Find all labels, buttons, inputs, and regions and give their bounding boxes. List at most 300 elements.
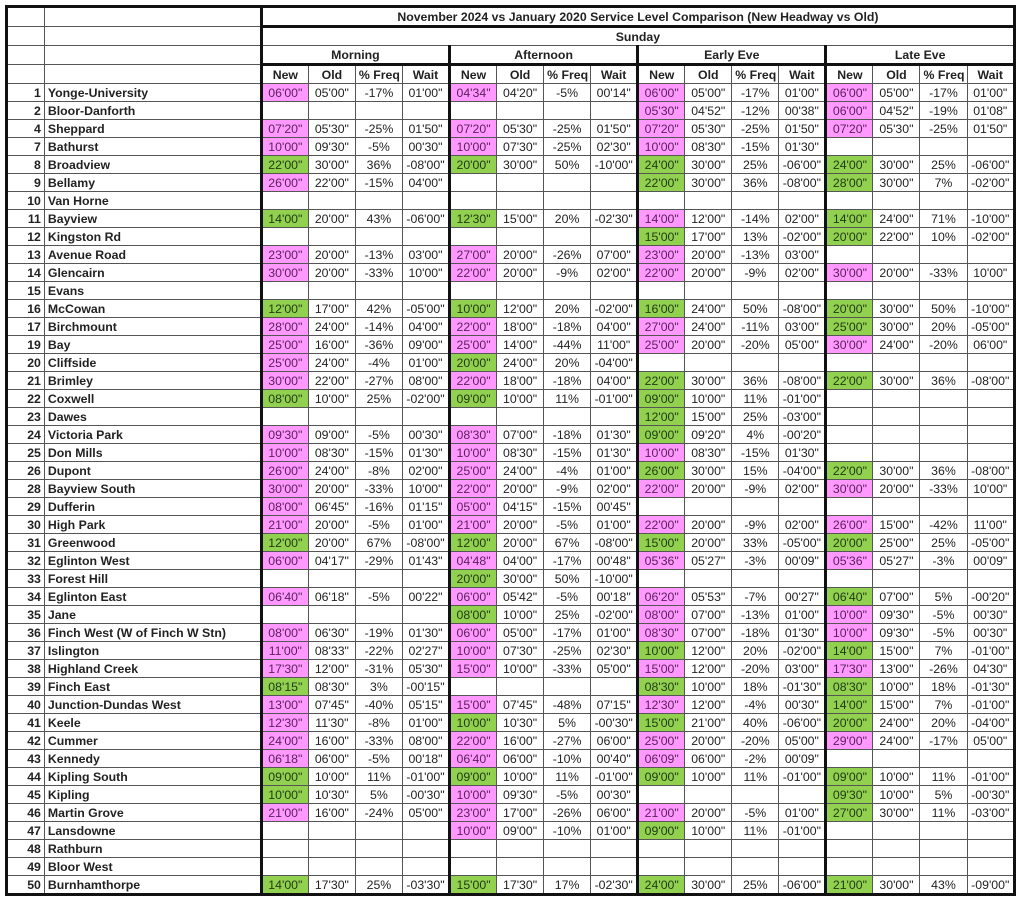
route-name: Cliffside xyxy=(44,354,261,372)
wait-change xyxy=(402,822,449,840)
new-headway: 09'00" xyxy=(450,768,497,786)
new-headway: 06'18" xyxy=(261,750,308,768)
wait-change: 03'00" xyxy=(779,660,826,678)
freq-change: 36% xyxy=(920,462,967,480)
new-headway: 20'00" xyxy=(826,300,873,318)
freq-change: -9% xyxy=(544,480,591,498)
new-headway: 10'00" xyxy=(261,138,308,156)
new-headway: 20'00" xyxy=(450,354,497,372)
old-headway: 10'00" xyxy=(685,822,732,840)
wait-change: 01'30" xyxy=(779,138,826,156)
freq-change xyxy=(920,426,967,444)
old-headway: 30'00" xyxy=(685,174,732,192)
wait-change: 00'38" xyxy=(779,102,826,120)
table-row xyxy=(7,120,1015,138)
freq-change: 25% xyxy=(732,876,779,895)
old-headway xyxy=(497,102,544,120)
new-headway: 10'00" xyxy=(450,138,497,156)
freq-change: 11% xyxy=(732,768,779,786)
route-name: Islington xyxy=(44,642,261,660)
freq-change: 25% xyxy=(355,876,402,895)
freq-change: -15% xyxy=(355,444,402,462)
wait-change: -00'30" xyxy=(591,714,638,732)
old-headway xyxy=(873,750,920,768)
old-headway: 20'00" xyxy=(308,264,355,282)
wait-change: 05'30" xyxy=(402,660,449,678)
freq-change: -15% xyxy=(544,498,591,516)
old-headway: 04'52" xyxy=(685,102,732,120)
column-header: Old xyxy=(308,65,355,84)
table-row xyxy=(7,858,1015,876)
old-headway: 05'30" xyxy=(497,120,544,138)
new-headway xyxy=(638,354,685,372)
route-number: 20 xyxy=(7,354,45,372)
old-headway: 20'00" xyxy=(685,804,732,822)
old-headway: 20'00" xyxy=(685,264,732,282)
wait-change xyxy=(402,102,449,120)
new-headway: 08'00" xyxy=(261,390,308,408)
route-name: Greenwood xyxy=(44,534,261,552)
wait-change xyxy=(967,750,1014,768)
wait-change: 08'00" xyxy=(402,372,449,390)
column-header: Old xyxy=(497,65,544,84)
route-number: 16 xyxy=(7,300,45,318)
freq-change: -36% xyxy=(355,336,402,354)
new-headway: 21'00" xyxy=(450,516,497,534)
route-number: 31 xyxy=(7,534,45,552)
old-headway: 12'00" xyxy=(308,660,355,678)
old-headway: 20'00" xyxy=(685,732,732,750)
freq-change: 20% xyxy=(732,642,779,660)
table-row xyxy=(7,228,1015,246)
wait-change: -02'00" xyxy=(591,300,638,318)
old-headway: 16'00" xyxy=(308,732,355,750)
freq-change: -9% xyxy=(732,480,779,498)
wait-change: 01'00" xyxy=(779,606,826,624)
wait-change: 01'00" xyxy=(402,84,449,102)
old-headway xyxy=(873,822,920,840)
freq-change: -11% xyxy=(732,318,779,336)
new-headway xyxy=(826,570,873,588)
wait-change: 03'00" xyxy=(402,246,449,264)
old-headway: 24'00" xyxy=(308,318,355,336)
new-headway: 10'00" xyxy=(450,444,497,462)
wait-change: -08'00" xyxy=(967,462,1014,480)
corner-cell xyxy=(44,46,261,65)
wait-change xyxy=(779,858,826,876)
new-headway: 10'00" xyxy=(450,300,497,318)
new-headway: 09'30" xyxy=(826,786,873,804)
freq-change: 50% xyxy=(920,300,967,318)
wait-change: -04'00" xyxy=(779,462,826,480)
wait-change: -01'00" xyxy=(779,768,826,786)
route-number: 38 xyxy=(7,660,45,678)
column-header: % Freq xyxy=(732,65,779,84)
wait-change: -09'00" xyxy=(967,876,1014,895)
freq-change: -20% xyxy=(920,336,967,354)
new-headway: 09'00" xyxy=(638,768,685,786)
wait-change: 03'00" xyxy=(779,318,826,336)
new-headway: 09'00" xyxy=(450,390,497,408)
new-headway xyxy=(261,228,308,246)
freq-change: 20% xyxy=(920,714,967,732)
route-number: 48 xyxy=(7,840,45,858)
wait-change xyxy=(402,570,449,588)
freq-change: -8% xyxy=(355,714,402,732)
route-number: 21 xyxy=(7,372,45,390)
new-headway: 10'00" xyxy=(261,786,308,804)
wait-change xyxy=(402,228,449,246)
old-headway xyxy=(873,426,920,444)
new-headway: 10'00" xyxy=(638,642,685,660)
route-number: 15 xyxy=(7,282,45,300)
new-headway: 28'00" xyxy=(826,174,873,192)
route-name: Eglinton West xyxy=(44,552,261,570)
old-headway xyxy=(873,498,920,516)
freq-change xyxy=(732,570,779,588)
old-headway: 10'00" xyxy=(685,768,732,786)
wait-change: -01'00" xyxy=(779,822,826,840)
freq-change xyxy=(920,282,967,300)
route-name: Kingston Rd xyxy=(44,228,261,246)
wait-change: 01'00" xyxy=(591,516,638,534)
wait-change: 10'00" xyxy=(967,264,1014,282)
wait-change xyxy=(591,192,638,210)
old-headway: 07'00" xyxy=(685,624,732,642)
table-row xyxy=(7,390,1015,408)
wait-change: -00'30" xyxy=(967,786,1014,804)
route-number: 37 xyxy=(7,642,45,660)
table-row xyxy=(7,408,1015,426)
route-number: 32 xyxy=(7,552,45,570)
old-headway: 30'00" xyxy=(873,876,920,895)
route-number: 42 xyxy=(7,732,45,750)
new-headway xyxy=(826,192,873,210)
new-headway: 10'00" xyxy=(450,822,497,840)
wait-change: 01'50" xyxy=(402,120,449,138)
freq-change: 50% xyxy=(732,300,779,318)
route-name: Martin Grove xyxy=(44,804,261,822)
new-headway: 20'00" xyxy=(826,714,873,732)
old-headway: 24'00" xyxy=(873,210,920,228)
freq-change: -9% xyxy=(732,516,779,534)
route-name: Bay xyxy=(44,336,261,354)
wait-change: 01'00" xyxy=(779,84,826,102)
wait-change: 05'15" xyxy=(402,696,449,714)
freq-change: -9% xyxy=(732,264,779,282)
route-number: 34 xyxy=(7,588,45,606)
old-headway: 24'00" xyxy=(873,714,920,732)
route-number: 30 xyxy=(7,516,45,534)
corner-cell xyxy=(44,7,261,27)
new-headway: 22'00" xyxy=(261,156,308,174)
wait-change: -06'00" xyxy=(779,876,826,895)
old-headway: 30'00" xyxy=(873,372,920,390)
freq-change: 25% xyxy=(732,156,779,174)
table-row xyxy=(7,642,1015,660)
freq-change: -2% xyxy=(732,750,779,768)
new-headway: 22'00" xyxy=(826,372,873,390)
route-number: 39 xyxy=(7,678,45,696)
new-headway xyxy=(450,408,497,426)
new-headway: 12'00" xyxy=(261,534,308,552)
new-headway: 07'20" xyxy=(826,120,873,138)
new-headway xyxy=(638,858,685,876)
freq-change xyxy=(920,822,967,840)
new-headway: 08'30" xyxy=(450,426,497,444)
route-name: Van Horne xyxy=(44,192,261,210)
route-number: 24 xyxy=(7,426,45,444)
freq-change: 20% xyxy=(544,300,591,318)
wait-change: 05'00" xyxy=(591,660,638,678)
freq-change: -18% xyxy=(544,426,591,444)
column-header: % Freq xyxy=(920,65,967,84)
new-headway: 06'09" xyxy=(638,750,685,768)
table-row xyxy=(7,174,1015,192)
new-headway: 09'00" xyxy=(261,768,308,786)
wait-change xyxy=(967,822,1014,840)
new-headway: 20'00" xyxy=(826,228,873,246)
new-headway: 10'00" xyxy=(450,786,497,804)
freq-change xyxy=(355,102,402,120)
old-headway xyxy=(308,822,355,840)
freq-change: -24% xyxy=(355,804,402,822)
new-headway: 24'00" xyxy=(638,156,685,174)
new-headway: 15'00" xyxy=(450,660,497,678)
new-headway: 24'00" xyxy=(261,732,308,750)
freq-change: -13% xyxy=(355,246,402,264)
new-headway xyxy=(261,282,308,300)
column-header: Wait xyxy=(967,65,1014,84)
wait-change: 00'45" xyxy=(591,498,638,516)
old-headway: 08'33" xyxy=(308,642,355,660)
old-headway: 16'00" xyxy=(308,336,355,354)
freq-change: 4% xyxy=(732,426,779,444)
new-headway xyxy=(450,678,497,696)
freq-change: 71% xyxy=(920,210,967,228)
freq-change: -4% xyxy=(355,354,402,372)
corner-cell xyxy=(7,65,45,84)
old-headway xyxy=(685,354,732,372)
freq-change: -20% xyxy=(732,336,779,354)
table-row xyxy=(7,282,1015,300)
wait-change: -00'30" xyxy=(402,786,449,804)
new-headway xyxy=(826,282,873,300)
new-headway: 14'00" xyxy=(638,210,685,228)
wait-change: 01'00" xyxy=(402,354,449,372)
freq-change xyxy=(920,138,967,156)
old-headway: 30'00" xyxy=(873,462,920,480)
freq-change: -33% xyxy=(355,732,402,750)
freq-change: 7% xyxy=(920,642,967,660)
wait-change: 02'30" xyxy=(591,138,638,156)
freq-change: 43% xyxy=(355,210,402,228)
old-headway: 05'42" xyxy=(497,588,544,606)
wait-change xyxy=(967,858,1014,876)
freq-change: 11% xyxy=(920,768,967,786)
new-headway: 10'00" xyxy=(638,444,685,462)
new-headway: 21'00" xyxy=(261,804,308,822)
wait-change: -01'00" xyxy=(967,768,1014,786)
route-name: Bathurst xyxy=(44,138,261,156)
freq-change xyxy=(920,750,967,768)
wait-change: -00'20" xyxy=(967,588,1014,606)
freq-change: -40% xyxy=(355,696,402,714)
table-row xyxy=(7,534,1015,552)
freq-change: -5% xyxy=(544,516,591,534)
new-headway: 17'30" xyxy=(261,660,308,678)
old-headway: 12'00" xyxy=(685,642,732,660)
freq-change xyxy=(355,228,402,246)
old-headway: 20'00" xyxy=(308,480,355,498)
old-headway xyxy=(497,174,544,192)
new-headway: 15'00" xyxy=(450,876,497,895)
old-headway: 08'30" xyxy=(308,678,355,696)
new-headway: 10'00" xyxy=(450,642,497,660)
old-headway: 21'00" xyxy=(685,714,732,732)
wait-change: 00'30" xyxy=(402,138,449,156)
table-row xyxy=(7,606,1015,624)
wait-change: 00'30" xyxy=(779,696,826,714)
route-name: Birchmount xyxy=(44,318,261,336)
freq-change: -5% xyxy=(355,426,402,444)
new-headway: 06'00" xyxy=(826,102,873,120)
old-headway xyxy=(497,192,544,210)
route-number: 25 xyxy=(7,444,45,462)
route-number: 33 xyxy=(7,570,45,588)
period-header: Early Eve xyxy=(638,46,826,65)
freq-change: -17% xyxy=(920,84,967,102)
freq-change xyxy=(732,498,779,516)
wait-change: 07'15" xyxy=(591,696,638,714)
wait-change xyxy=(591,282,638,300)
wait-change: -05'00" xyxy=(967,318,1014,336)
wait-change xyxy=(402,858,449,876)
old-headway: 06'45" xyxy=(308,498,355,516)
old-headway: 05'30" xyxy=(308,120,355,138)
new-headway: 22'00" xyxy=(450,372,497,390)
new-headway: 25'00" xyxy=(826,318,873,336)
new-headway: 10'00" xyxy=(826,624,873,642)
corner-cell xyxy=(7,27,45,46)
wait-change: -06'00" xyxy=(967,156,1014,174)
wait-change: 01'00" xyxy=(402,516,449,534)
old-headway: 10'00" xyxy=(308,390,355,408)
wait-change: 02'00" xyxy=(779,264,826,282)
old-headway: 30'00" xyxy=(497,156,544,174)
old-headway xyxy=(685,858,732,876)
wait-change: -01'00" xyxy=(967,696,1014,714)
freq-change xyxy=(920,408,967,426)
new-headway: 09'00" xyxy=(638,390,685,408)
route-name: Kennedy xyxy=(44,750,261,768)
wait-change: -01'00" xyxy=(779,390,826,408)
new-headway xyxy=(450,228,497,246)
old-headway: 18'00" xyxy=(497,318,544,336)
table-row xyxy=(7,318,1015,336)
old-headway: 24'00" xyxy=(497,354,544,372)
table-row xyxy=(7,768,1015,786)
new-headway: 08'30" xyxy=(638,624,685,642)
freq-change: 20% xyxy=(920,318,967,336)
new-headway: 22'00" xyxy=(638,516,685,534)
freq-change xyxy=(355,408,402,426)
freq-change xyxy=(544,282,591,300)
new-headway: 26'00" xyxy=(638,462,685,480)
freq-change: -31% xyxy=(355,660,402,678)
wait-change xyxy=(591,408,638,426)
new-headway: 26'00" xyxy=(261,174,308,192)
old-headway: 15'00" xyxy=(873,642,920,660)
route-number: 12 xyxy=(7,228,45,246)
old-headway: 11'30" xyxy=(308,714,355,732)
freq-change: -25% xyxy=(544,120,591,138)
freq-change: -5% xyxy=(920,624,967,642)
wait-change: -01'00" xyxy=(402,768,449,786)
freq-change xyxy=(544,858,591,876)
wait-change: -02'30" xyxy=(591,876,638,895)
freq-change: -29% xyxy=(355,552,402,570)
new-headway: 28'00" xyxy=(261,318,308,336)
wait-change xyxy=(591,174,638,192)
old-headway: 30'00" xyxy=(873,318,920,336)
old-headway: 24'00" xyxy=(873,336,920,354)
wait-change: 02'00" xyxy=(779,516,826,534)
route-number: 9 xyxy=(7,174,45,192)
old-headway: 05'27" xyxy=(873,552,920,570)
old-headway: 15'00" xyxy=(685,408,732,426)
freq-change xyxy=(732,354,779,372)
old-headway xyxy=(873,570,920,588)
old-headway: 30'00" xyxy=(873,174,920,192)
freq-change xyxy=(920,840,967,858)
old-headway: 06'18" xyxy=(308,588,355,606)
wait-change: 05'00" xyxy=(967,732,1014,750)
route-name: Jane xyxy=(44,606,261,624)
route-name: Brimley xyxy=(44,372,261,390)
route-number: 19 xyxy=(7,336,45,354)
wait-change: 01'30" xyxy=(591,444,638,462)
old-headway xyxy=(308,408,355,426)
freq-change: -17% xyxy=(544,624,591,642)
freq-change xyxy=(920,354,967,372)
new-headway: 06'00" xyxy=(450,624,497,642)
wait-change: -04'00" xyxy=(967,714,1014,732)
new-headway xyxy=(826,426,873,444)
old-headway: 30'00" xyxy=(685,156,732,174)
old-headway: 08'30" xyxy=(685,444,732,462)
freq-change: -25% xyxy=(920,120,967,138)
freq-change: -19% xyxy=(355,624,402,642)
table-row xyxy=(7,300,1015,318)
old-headway: 05'30" xyxy=(873,120,920,138)
old-headway: 24'00" xyxy=(685,318,732,336)
old-headway xyxy=(873,246,920,264)
freq-change: 11% xyxy=(544,390,591,408)
new-headway xyxy=(261,840,308,858)
wait-change xyxy=(967,840,1014,858)
period-header: Morning xyxy=(261,46,449,65)
freq-change: -5% xyxy=(544,84,591,102)
wait-change: -08'00" xyxy=(402,534,449,552)
wait-change: 01'43" xyxy=(402,552,449,570)
wait-change xyxy=(779,786,826,804)
route-number: 22 xyxy=(7,390,45,408)
old-headway: 09'30" xyxy=(497,786,544,804)
freq-change: -14% xyxy=(355,318,402,336)
new-headway: 14'00" xyxy=(826,210,873,228)
new-headway: 14'00" xyxy=(826,696,873,714)
